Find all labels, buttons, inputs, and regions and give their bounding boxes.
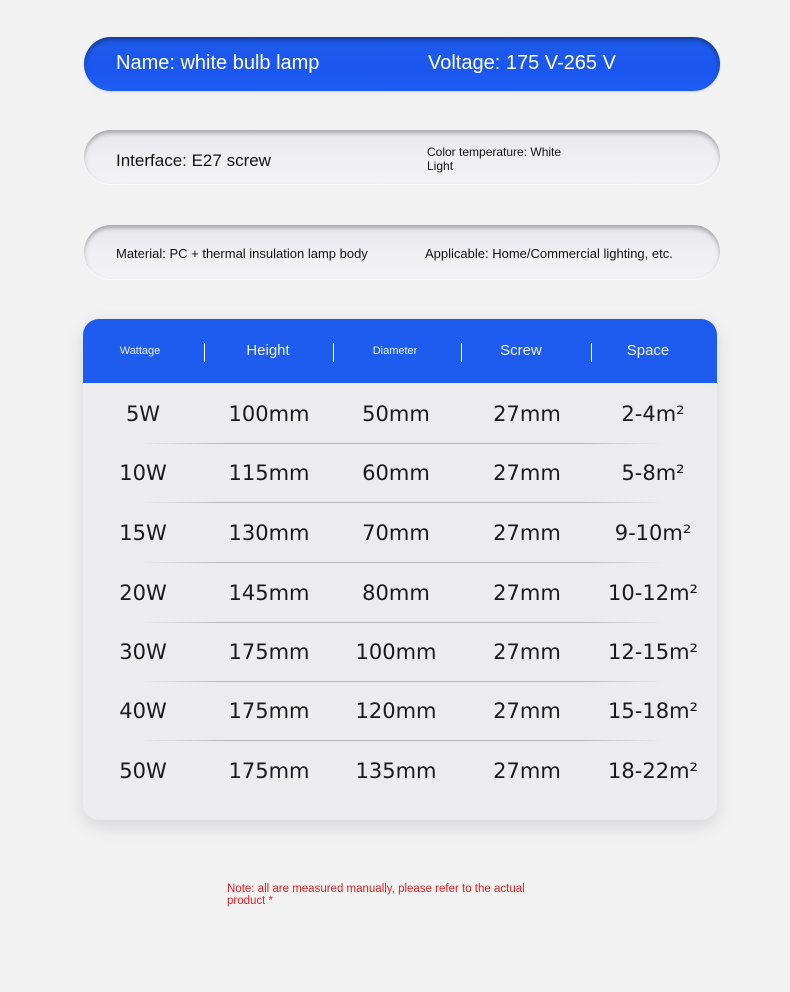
cell-height: 175mm bbox=[228, 640, 310, 664]
spec-pill-material-applicable bbox=[84, 225, 720, 279]
cell-height: 175mm bbox=[228, 759, 310, 783]
row-divider bbox=[143, 502, 663, 503]
table-header bbox=[83, 319, 717, 383]
cell-wattage: 50W bbox=[119, 759, 167, 783]
cell-screw: 27mm bbox=[493, 521, 561, 545]
cell-diameter: 120mm bbox=[355, 699, 437, 723]
product-voltage: Voltage: 175 V-265 V bbox=[428, 52, 616, 74]
cell-wattage: 40W bbox=[119, 699, 167, 723]
header-wattage: Wattage bbox=[119, 345, 161, 357]
product-interface: Interface: E27 screw bbox=[116, 151, 271, 170]
cell-wattage: 20W bbox=[119, 581, 167, 605]
cell-height: 115mm bbox=[228, 461, 310, 485]
table-row bbox=[83, 504, 717, 563]
cell-diameter: 70mm bbox=[362, 521, 430, 545]
cell-wattage: 30W bbox=[119, 640, 167, 664]
cell-height: 130mm bbox=[228, 521, 310, 545]
cell-diameter: 135mm bbox=[355, 759, 437, 783]
cell-height: 175mm bbox=[228, 699, 310, 723]
spec-table bbox=[83, 319, 717, 820]
cell-space: 18-22m² bbox=[608, 759, 698, 783]
cell-wattage: 10W bbox=[119, 461, 167, 485]
cell-height: 145mm bbox=[228, 581, 310, 605]
row-divider bbox=[143, 740, 663, 741]
measurement-note: Note: all are measured manually, please refer to the actual product * bbox=[227, 883, 525, 907]
table-row bbox=[83, 623, 717, 682]
product-material: Material: PC + thermal insulation lamp body bbox=[116, 246, 368, 261]
header-screw: Screw bbox=[500, 342, 542, 359]
cell-space: 12-15m² bbox=[608, 640, 698, 664]
cell-screw: 27mm bbox=[493, 759, 561, 783]
header-diameter: Diameter bbox=[372, 345, 418, 357]
header-height: Height bbox=[246, 342, 290, 359]
cell-screw: 27mm bbox=[493, 640, 561, 664]
cell-screw: 27mm bbox=[493, 699, 561, 723]
spec-pill-interface-color bbox=[84, 130, 720, 184]
table-row bbox=[83, 444, 717, 503]
cell-space: 2-4m² bbox=[621, 402, 685, 426]
cell-screw: 27mm bbox=[493, 581, 561, 605]
table-row bbox=[83, 682, 717, 741]
row-divider bbox=[143, 562, 663, 563]
spec-pill-name-voltage bbox=[84, 37, 720, 91]
product-applicable: Applicable: Home/Commercial lighting, etc. bbox=[425, 246, 673, 261]
product-color-temperature: Color temperature: White Light bbox=[427, 145, 562, 173]
cell-diameter: 60mm bbox=[362, 461, 430, 485]
table-row bbox=[83, 742, 717, 801]
cell-diameter: 100mm bbox=[355, 640, 437, 664]
cell-diameter: 50mm bbox=[362, 402, 430, 426]
cell-space: 9-10m² bbox=[614, 521, 692, 545]
cell-height: 100mm bbox=[228, 402, 310, 426]
cell-diameter: 80mm bbox=[362, 581, 430, 605]
header-space: Space bbox=[626, 342, 670, 359]
product-name: Name: white bulb lamp bbox=[116, 52, 320, 74]
cell-screw: 27mm bbox=[493, 402, 561, 426]
table-row bbox=[83, 564, 717, 623]
cell-space: 10-12m² bbox=[608, 581, 698, 605]
cell-space: 15-18m² bbox=[608, 699, 698, 723]
cell-screw: 27mm bbox=[493, 461, 561, 485]
cell-wattage: 15W bbox=[119, 521, 167, 545]
cell-space: 5-8m² bbox=[621, 461, 685, 485]
cell-wattage: 5W bbox=[125, 402, 161, 426]
table-row bbox=[83, 385, 717, 444]
